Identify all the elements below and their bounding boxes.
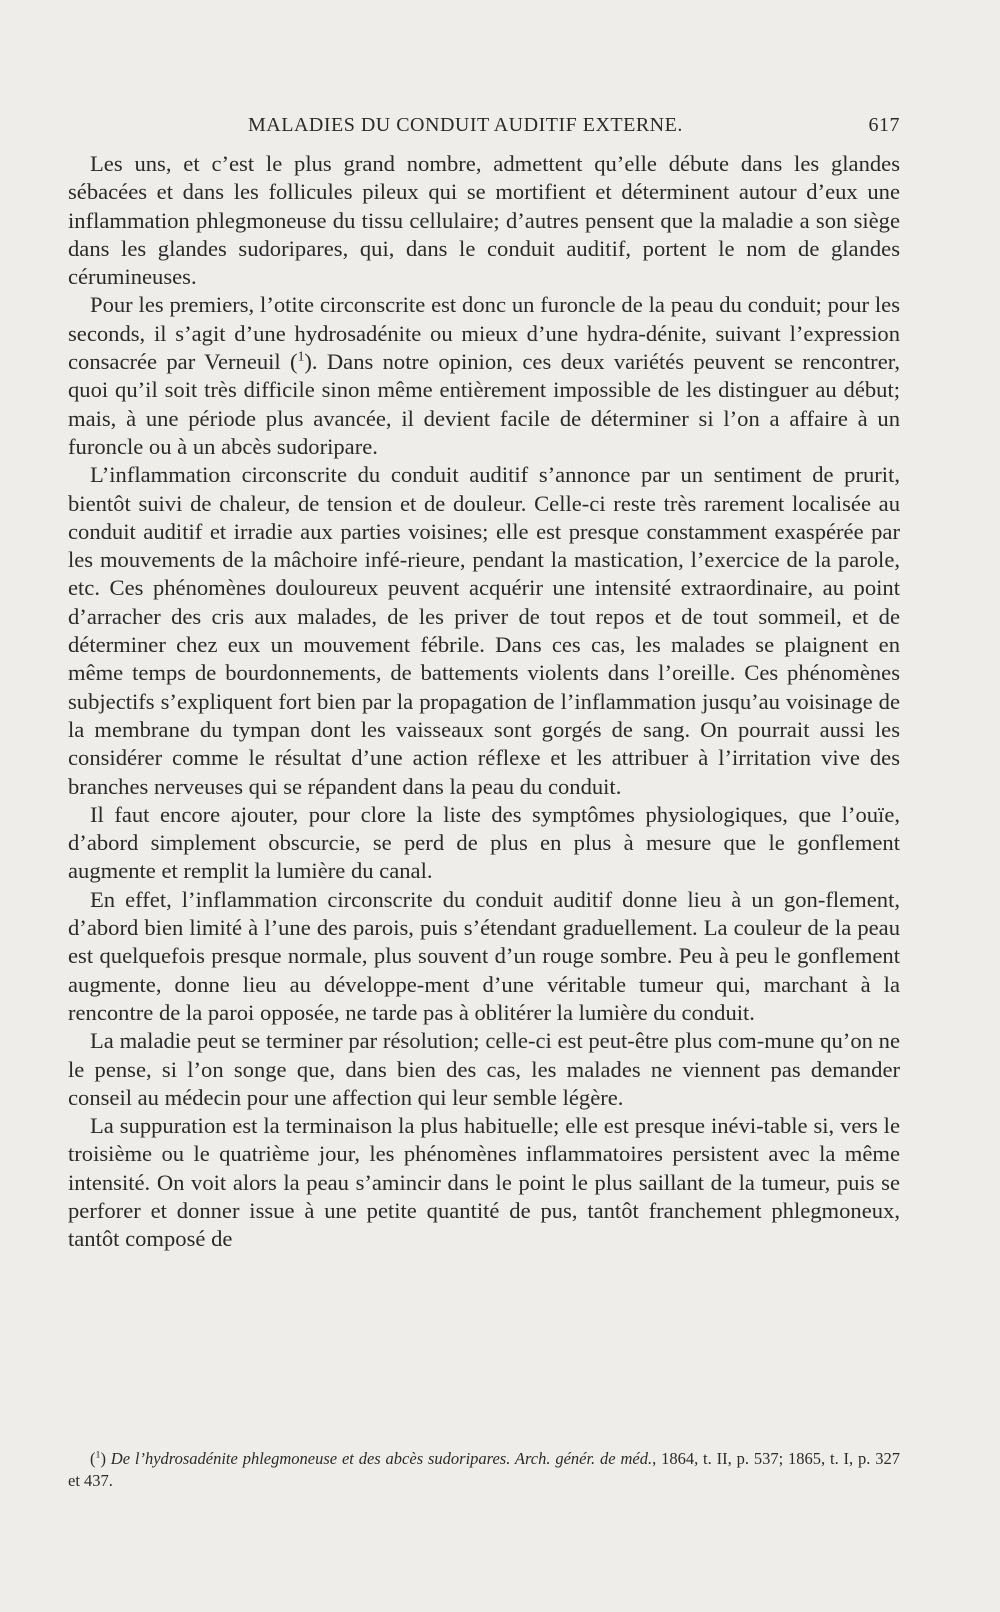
paragraph-6: La maladie peut se terminer par résolution; celle-ci est peut-être plus com-mune qu’on ne le pense, si l’on songe que, dans bien des cas, les malades ne viennent pas demander conseil au médecin pour une affection qui leur semble légère. [68,1028,900,1110]
paragraph-2-after-note: ). Dans notre opinion, ces deux variétés peuvent se rencontrer, quoi qu’il soit très difficile sinon même entièrement impossible de les distinguer au début; mais, à une période plus avancée, il devient facile de déterminer si l’on a affaire à un furoncle ou à un abcès sudoripare. [68,349,900,459]
footnote-citation-details: , 1864, t. II, p. 537; 1865, t. I, p. 327 et 437. [68,1449,900,1490]
paragraph-7: La suppuration est la terminaison la plus habituelle; elle est presque inévi-table si, vers le troisième ou le quatrième jour, les phénomènes inflammatoires persistent avec la même intensité. On voit alors la peau s’amincir dans le point le plus saillant de la tumeur, puis se perforer et donner issue à une petite quantité de pus, tantôt franchement phlegmoneux, tantôt composé de [68,1113,900,1252]
paragraph-4: Il faut encore ajouter, pour clore la liste des symptômes physiologiques, que l’ouïe, d’abord simplement obscurcie, se perd de plus en plus à mesure que le gonflement augmente et remplit la lumière du canal. [68,801,900,884]
footnote [68,1448,900,1492]
footnote-citation-title: De l’hydrosadénite phlegmoneuse et des abcès sudoripares. Arch. génér. de méd. [110,1449,653,1468]
body-text [68,150,900,1254]
footnote-text: ($^1$) De l’hydrosadénite phlegmoneuse et des abcès sudoripares. Arch. génér. de méd., 1864, t. II, p. 537; 1865, t. I, p. 327 et 437. [68,1449,900,1490]
paragraph-3: L’inflammation circonscrite du conduit auditif s’annonce par un sentiment de prurit, bientôt suivi de chaleur, de tension et de douleur. Celle-ci reste très rarement localisée au conduit auditif et irradie aux parties voisines; elle est presque constamment exaspérée par les mouvements de la mâchoire infé-rieure, pendant la mastication, l’exercice de la parole, etc. Ces phénomènes douloureux peuvent acquérir une intensité extraordinaire, au point d’arracher des cris aux malades, de les priver de tout repos et de tout sommeil, et de déterminer chez eux un mouvement fébrile. Dans ces cas, les malades se plaignent en même temps de bourdonnements, de battements violents dans l’oreille. Ces phénomènes subjectifs s’expliquent fort bien par la propagation de l’inflammation jusqu’au voisinage de la membrane du tympan dont les vaisseaux sont gorgés de sang. On pourrait aussi les considérer comme le résultat d’une action réflexe et les attribuer à l’irritation vive des branches nerveuses qui se répandent dans la peau du conduit. [68,462,900,799]
footnote-reference: 1 [297,348,305,364]
footnote-mark: 1 [95,1449,101,1461]
page-number: 617 [868,114,900,136]
paragraph-1: Les uns, et c’est le plus grand nombre, admettent qu’elle débute dans les glandes sébacées et dans les follicules pileux qui se mortifient et déterminent autour d’eux une inflammation phlegmoneuse du tissu cellulaire; d’autres pensent que la maladie a son siège dans les glandes sudoripares, qui, dans le conduit auditif, portent le nom de glandes cérumineuses. [68,151,900,290]
paragraph-2-before-note: Pour les premiers, l’otite circonscrite est donc un furoncle de la peau du conduit; pour les seconds, il s’agit d’une hydrosadénite ou mieux d’une hydra-dénite, suivant l’expression consacrée par Verneuil ( [68,292,900,375]
running-head [68,114,900,144]
paragraph-5: En effet, l’inflammation circonscrite du conduit auditif donne lieu à un gon-flement, d’abord bien limité à l’une des parois, puis s’étendant graduellement. La couleur de la peau est quelquefois presque normale, plus souvent d’un rouge sombre. Peu à peu le gonflement augmente, donne lieu au développe-ment d’une véritable tumeur qui, marchant à la rencontre de la paroi opposée, ne tarde pas à oblitérer la lumière du conduit. [68,886,900,1025]
paragraph-2 [68,291,900,461]
running-title: MALADIES DU CONDUIT AUDITIF EXTERNE. [248,114,683,136]
